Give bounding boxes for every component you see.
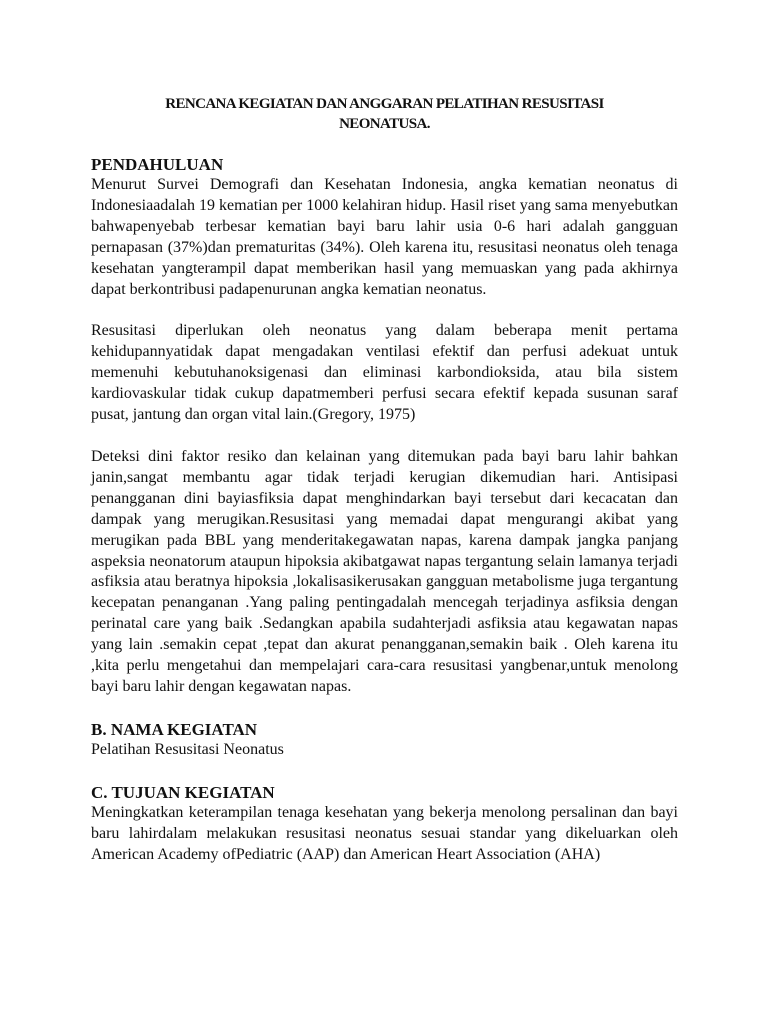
section-heading-tujuan-kegiatan: C. TUJUAN KEGIATAN — [91, 782, 275, 802]
section-heading-nama-kegiatan: B. NAMA KEGIATAN — [91, 719, 258, 739]
document-title-line-1: RENCANA KEGIATAN DAN ANGGARAN PELATIHAN RESUSITASI — [165, 96, 604, 112]
paragraph-nama-kegiatan: Pelatihan Resusitasi Neonatus — [91, 740, 284, 758]
paragraph-pendahuluan-3: Deteksi dini faktor resiko dan kelainan yang ditemukan pada bayi baru lahir bahkan janin,sangat membantu agar tidak terjadi kerugian dikemudian hari. Antisipasi penangganan dini bayiasfiksia dapat menghindarkan bayi tersebut dari kecacatan dan dampak yang merugikan.Resusitasi yang memadai dapat mengurangi akibat yang merugikan pada BBL yang menderitakegawatan napas, karena dampak jangka panjang aspeksia neonatorum ataupun hipoksia akibatgawat napas tergantung selain lamanya terjadi asfiksia atau beratnya hipoksia ,lokalisasikerusakan gangguan metabolisme juga tergantung kecepatan penanganan .Yang paling pentingadalah mencegah terjadinya asfiksia dengan perinatal care yang baik .Sedangkan apabila sudahterjadi asfiksia atau kegawatan napas yang lain .semakin cepat ,tepat dan akurat penangganan,semakin baik . Oleh karena itu ,kita perlu mengetahui dan mempelajari cara-cara resusitasi yangbenar,untuk menolong bayi baru lahir dengan kegawatan napas. — [91, 447, 678, 695]
document-title-line-2: NEONATUSA. — [339, 116, 430, 132]
section-nama-kegiatan — [91, 719, 678, 761]
paragraph-spacer — [91, 426, 678, 447]
section-tujuan-kegiatan — [91, 782, 678, 866]
paragraph-tujuan-kegiatan: Meningkatkan keterampilan tenaga kesehatan yang bekerja menolong persalinan dan bayi baru lahirdalam melakukan resusitasi neonatus sesuai standar yang dikeluarkan oleh American Academy ofPediatric (AAP) dan American Heart Association (AHA) — [91, 803, 678, 863]
document-title — [91, 94, 678, 134]
section-spacer — [91, 698, 678, 719]
paragraph-pendahuluan-1: Menurut Survei Demografi dan Kesehatan Indonesia, angka kematian neonatus di Indonesiaadalah 19 kematian per 1000 kelahiran hidup. Hasil riset yang sama menyebutkan bahwapenyebab terbesar kematian bayi baru lahir usia 0-6 hari adalah gangguan pernapasan (37%)dan prematuritas (34%). Oleh karena itu, resusitasi neonatus oleh tenaga kesehatan yangterampil dapat memberikan hasil yang memuaskan yang pada akhirnya dapat berkontribusi padapenurunan angka kematian neonatus. — [91, 176, 678, 298]
paragraph-pendahuluan-2: Resusitasi diperlukan oleh neonatus yang dalam beberapa menit pertama kehidupannyatidak dapat mengadakan ventilasi efektif dan perfusi adekuat untuk memenuhi kebutuhanoksigenasi dan eliminasi karbondioksida, atau bila sistem kardiovaskular tidak cukup dapatmemberi perfusi secara efektif kepada susunan saraf pusat, jantung dan organ vital lain.(Gregory, 1975) — [91, 322, 678, 424]
section-heading-pendahuluan: PENDAHULUAN — [91, 155, 224, 174]
section-spacer — [91, 761, 678, 782]
section-pendahuluan — [91, 154, 678, 698]
document-page — [91, 94, 678, 865]
paragraph-spacer — [91, 300, 678, 321]
